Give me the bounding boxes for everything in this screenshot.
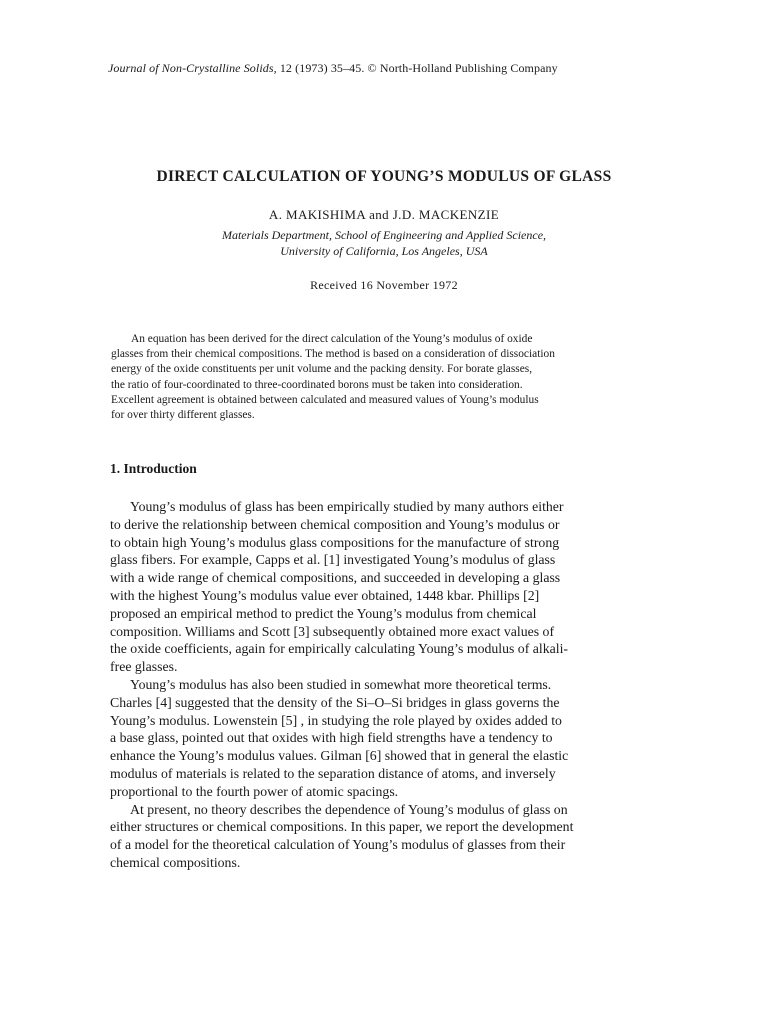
body-line: to obtain high Young’s modulus glass compositions for the manufacture of strong bbox=[110, 534, 560, 550]
body-line: proportional to the fourth power of atomic spacings. bbox=[110, 783, 399, 799]
affiliation-line: Materials Department, School of Engineering and Applied Science, bbox=[221, 228, 547, 242]
body-line: with the highest Young’s modulus value ever obtained, 1448 kbar. Phillips [2] bbox=[110, 587, 540, 603]
body-line: Young’s modulus. Lowenstein [5] , in studying the role played by oxides added to bbox=[110, 712, 562, 728]
body-line: At present, no theory describes the dependence of Young’s modulus of glass on bbox=[130, 801, 568, 817]
body-line: a base glass, pointed out that oxides with high field strengths have a tendency to bbox=[110, 730, 553, 746]
body-line: of a model for the theoretical calculation of Young’s modulus of glasses from their bbox=[110, 837, 566, 853]
body-line: the oxide coefficients, again for empirically calculating Young’s modulus of alkali- bbox=[110, 641, 568, 657]
abstract bbox=[111, 332, 661, 423]
body-line: to derive the relationship between chemical composition and Young’s modulus or bbox=[110, 516, 560, 532]
journal-volume-pages: 12 (1973) 35–45. © North-Holland Publishing Company bbox=[276, 61, 558, 75]
body-line: proposed an empirical method to predict the Young’s modulus from chemical bbox=[110, 605, 537, 621]
article-title: DIRECT CALCULATION OF YOUNG’S MODULUS OF GLASS bbox=[156, 168, 612, 185]
body-line: modulus of materials is related to the separation distance of atoms, and inversely bbox=[110, 765, 556, 781]
journal-citation bbox=[108, 61, 558, 76]
body-line: either structures or chemical compositions. In this paper, we report the development bbox=[110, 819, 574, 835]
body-line: Charles [4] suggested that the density of the Si–O–Si bridges in glass governs the bbox=[110, 694, 560, 710]
abstract-line: the ratio of four-coordinated to three-coordinated borons must be taken into consideration. bbox=[111, 378, 523, 391]
abstract-line: energy of the oxide constituents per unit volume and the packing density. For borate glasses, bbox=[111, 363, 533, 376]
body-line: with a wide range of chemical compositions, and succeeded in developing a glass bbox=[110, 570, 561, 586]
body-line: glass fibers. For example, Capps et al. [1] investigated Young’s modulus of glass bbox=[110, 552, 556, 568]
section-heading: 1. Introduction bbox=[110, 461, 197, 476]
abstract-line: for over thirty different glasses. bbox=[111, 409, 255, 422]
body-line: Young’s modulus has also been studied in somewhat more theoretical terms. bbox=[130, 676, 552, 692]
abstract-line: Excellent agreement is obtained between calculated and measured values of Young’s modulus bbox=[111, 393, 539, 406]
body-line: Young’s modulus of glass has been empirically studied by many authors either bbox=[130, 499, 564, 514]
body-line: composition. Williams and Scott [3] subsequently obtained more exact values of bbox=[110, 623, 555, 639]
affiliation-line: University of California, Los Angeles, USA bbox=[280, 244, 488, 258]
abstract-line: glasses from their chemical compositions. The method is based on a consideration of dissociation bbox=[111, 348, 555, 361]
body-line: chemical compositions. bbox=[110, 854, 241, 870]
section-body bbox=[110, 498, 670, 872]
abstract-line: An equation has been derived for the direct calculation of the Young’s modulus of oxide bbox=[131, 333, 533, 345]
article-authors: A. MAKISHIMA and J.D. MACKENZIE bbox=[268, 207, 500, 222]
author-affiliation bbox=[0, 227, 768, 259]
body-line: enhance the Young’s modulus values. Gilman [6] showed that in general the elastic bbox=[110, 748, 569, 764]
body-line: free glasses. bbox=[110, 659, 178, 675]
journal-name: Journal of Non-Crystalline Solids, bbox=[108, 61, 277, 75]
received-date: Received 16 November 1972 bbox=[310, 278, 458, 292]
